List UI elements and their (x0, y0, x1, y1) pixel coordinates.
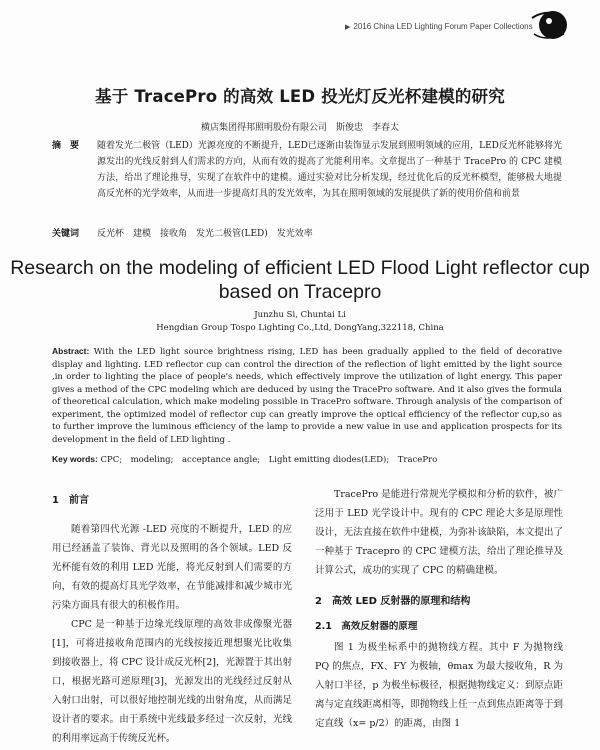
subsection-2-1-heading: 2.1 高效反射器的原理 (315, 621, 418, 632)
left-paragraph-1: 随着第四代光源 -LED 亮度的不断提升，LED 的应用已经涵盖了装饰、背光以及照明的各个领域。LED 反光杯能有效的利用 LED 光能，将光反射到人们需要的方向，有效的提高灯具光学效率，在节能减排和减少城市光污染方面具有很大的积极作用。 (52, 524, 292, 611)
right-column (315, 485, 563, 733)
english-authors: Junzhu Si, Chuntai Li (254, 310, 346, 320)
english-abstract-label: Abstract: (52, 346, 90, 356)
running-header (345, 22, 533, 31)
chinese-abstract (52, 138, 562, 202)
chinese-title: 基于 TracePro 的高效 LED 投光灯反光杯建模的研究 (95, 87, 505, 106)
section-1-heading: 1 前言 (52, 495, 89, 506)
english-affiliation: Hengdian Group Tospo Lighting Co.,Ltd, DongYang,322118, China (156, 323, 444, 333)
running-title: 2016 China LED Lighting Forum Paper Collections (353, 22, 533, 31)
triangle-marker-icon: ▶ (345, 24, 351, 31)
chinese-keywords-label: 关键词 (52, 229, 80, 239)
left-paragraph-2: CPC 是一种基于边缘光线原理的高效非成像聚光器[1]，可将进接收角范围内的光线按接近理想聚光比收集到接收器上，将 CPC 设计成反光杯[2]，光源置于其出射口，根据光路可逆原理[3]，光源发出的光线经过反射从入射口出射，可以很好地控制光线的出射角度，从而满足设计者的要求。由于系统中光线最多经过一次反射，光线的利用率远高于传统反光杯。 (52, 619, 292, 744)
right-paragraph-2: 图 1 为极坐标系中的抛物线方程。其中 F 为抛物线 PQ 的焦点，FX、FY 为极轴，θmax 为最大接收角，R 为入射口半径，p 为极坐标极径，根据抛物线定义：到原点距离与定直线距离相等，即抛物线上任一点到焦点距离等于到定直线（x= p/2）的距离，由图 1 (315, 642, 563, 729)
english-abstract (52, 345, 562, 446)
english-keywords-label: Key words: (52, 454, 98, 464)
left-column (52, 485, 292, 748)
chinese-authors: 横店集团得邦照明股份有限公司 斯俊忠 李春太 (200, 123, 399, 133)
chinese-keywords-text: 反光杯 建模 接收角 发光二极管(LED) 发光效率 (97, 229, 313, 239)
chinese-abstract-label: 摘 要 (52, 141, 80, 151)
right-paragraph-1: TracePro 是能进行常规光学模拟和分析的软件，被广泛用于 LED 光学设计中。现有的 CPC 理论大多是原理性设计，无法直接在软件中建模，为弥补该缺陷，本文提出了一种基于 Tracepro 的 CPC 建模方法，给出了理论推导及计算公式，成功的实现了 CPC 的精确建模。 (315, 489, 563, 576)
english-abstract-text: With the LED light source brightness rising, LED has been gradually applied to the field of decorative display and lighting. LED reflector cup can control the direction of the reflection of light emitted by the light source ,in order to lighting the place of people's needs, which effectively improve the utilization of light energy. This paper gives a method of the CPC modeling which are deduced by using the TracePro software. And it also gives the formula of theoretical calculation, which make modeling possible in TracePro software. Through analysis of the comparison of experiment, the optimized model of reflector cup can greatly improve the optical efficiency of the reflector cup,so as to further improve the luminous efficiency of the lamp to provide a new value in use and application prospects for its development in the field of LED lighting . (52, 347, 562, 445)
section-2-heading: 2 高效 LED 反射器的原理和结构 (315, 596, 471, 607)
chinese-abstract-text: 随着发光二极管（LED）光源亮度的不断提升，LED已逐渐由装饰显示发展到照明领域的应用，LED反光杯能够将光源发出的光线反射到人们需求的方向，从而有效的提高了光能利用率。文章提出了一种基于 TracePro 的 CPC 建模方法，给出了理论推导，实现了在软件中的建模。通过实验对比分析发现，经过优化后的反光杯模型，能够极大地提高反光杯的光学效率，从而进一步提高灯具的发光效率，为其在照明领域的发展提供了新的使用价值和前景 (97, 141, 562, 199)
english-title: Research on the modeling of efficient LED Flood Light reflector cup based on Tracepro (10, 257, 590, 303)
english-keywords (52, 453, 562, 465)
english-keywords-text: CPC; modeling; acceptance angle; Light emitting diodes(LED); TracePro (100, 455, 438, 465)
conference-logo-icon (530, 8, 570, 42)
chinese-keywords (52, 226, 562, 242)
